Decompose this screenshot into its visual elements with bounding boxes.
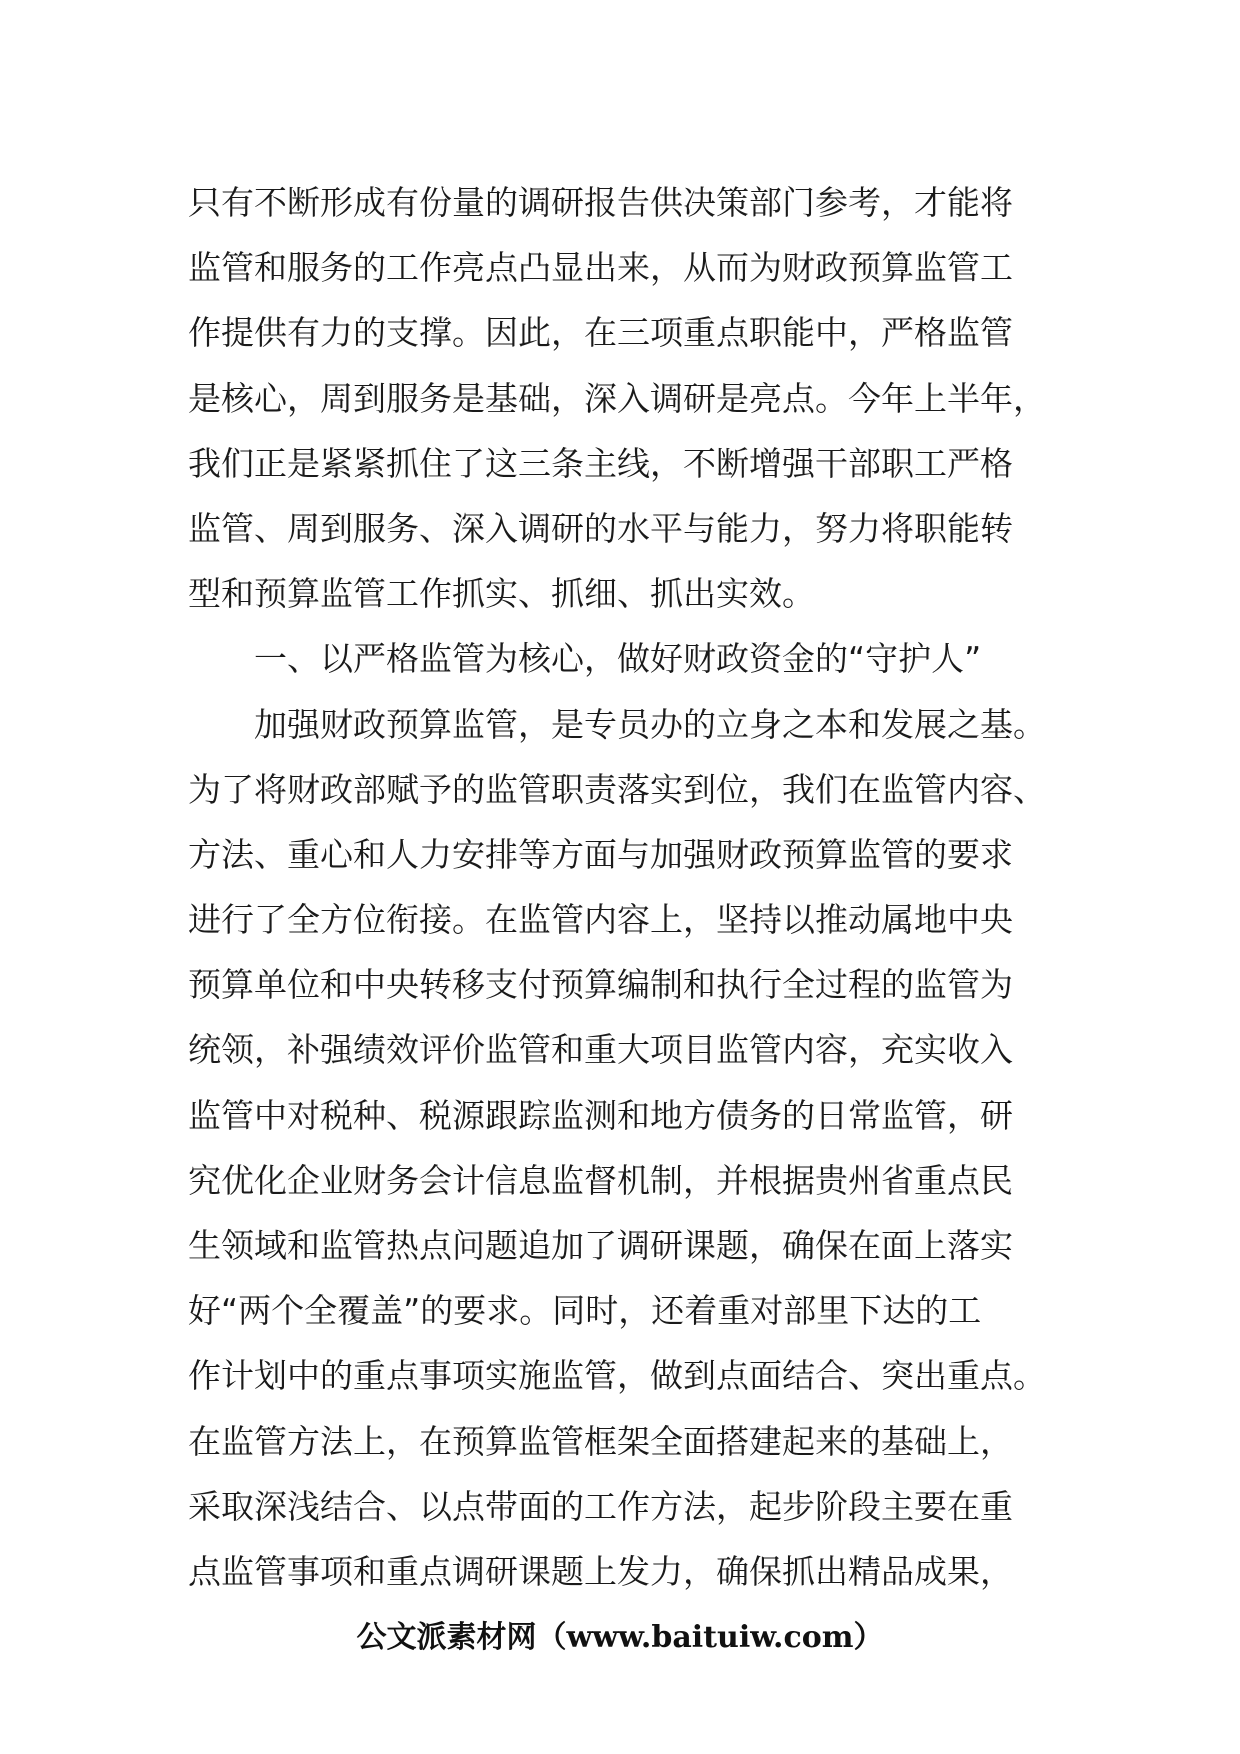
text-line-20: 在监管方法上，在预算监管框架全面搭建起来的基础上， <box>188 1421 1013 1461</box>
footer-watermark: 公文派素材网（www.baituiw.com） <box>356 1620 884 1655</box>
text-line-10: 为了将财政部赋予的监管职责落实到位，我们在监管内容、 <box>188 769 1046 809</box>
text-line-11: 方法、重心和人力安排等方面与加强财政预算监管的要求 <box>188 834 1013 874</box>
text-line-19: 作计划中的重点事项实施监管，做到点面结合、突出重点。 <box>188 1356 1046 1396</box>
text-line-6: 监管、周到服务、深入调研的水平与能力，努力将职能转 <box>188 508 1013 548</box>
text-line-12: 进行了全方位衔接。在监管内容上，坚持以推动属地中央 <box>188 900 1013 940</box>
text-line-7: 型和预算监管工作抓实、抓细、抓出实效。 <box>188 574 815 614</box>
text-line-1: 只有不断形成有份量的调研报告供决策部门参考，才能将 <box>188 183 1013 222</box>
section-heading: 一、以严格监管为核心，做好财政资金的“守护人” <box>254 639 982 679</box>
text-line-21: 采取深浅结合、以点带面的工作方法，起步阶段主要在重 <box>188 1486 1013 1526</box>
text-line-4: 是核心，周到服务是基础，深入调研是亮点。今年上半年， <box>188 378 1046 418</box>
text-line-18: 好“两个全覆盖”的要求。同时，还着重对部里下达的工 <box>188 1291 982 1331</box>
text-line-2: 监管和服务的工作亮点凸显出来，从而为财政预算监管工 <box>188 248 1013 288</box>
text-line-15: 监管中对税种、税源跟踪监测和地方债务的日常监管，研 <box>188 1095 1013 1135</box>
text-line-22: 点监管事项和重点调研课题上发力，确保抓出精品成果， <box>188 1551 1013 1591</box>
text-line-5: 我们正是紧紧抓住了这三条主线，不断增强干部职工严格 <box>188 443 1013 483</box>
text-line-17: 生领域和监管热点问题追加了调研课题，确保在面上落实 <box>188 1226 1013 1265</box>
text-line-16: 究优化企业财务会计信息监督机制，并根据贵州省重点民 <box>188 1160 1013 1200</box>
text-line-3: 作提供有力的支撑。因此，在三项重点职能中，严格监管 <box>188 313 1013 353</box>
text-line-14: 统领，补强绩效评价监管和重大项目监管内容，充实收入 <box>188 1030 1013 1070</box>
text-line-13: 预算单位和中央转移支付预算编制和执行全过程的监管为 <box>188 965 1013 1005</box>
text-line-9: 加强财政预算监管，是专员办的立身之本和发展之基。 <box>254 704 1046 744</box>
body-text <box>188 170 1068 1604</box>
